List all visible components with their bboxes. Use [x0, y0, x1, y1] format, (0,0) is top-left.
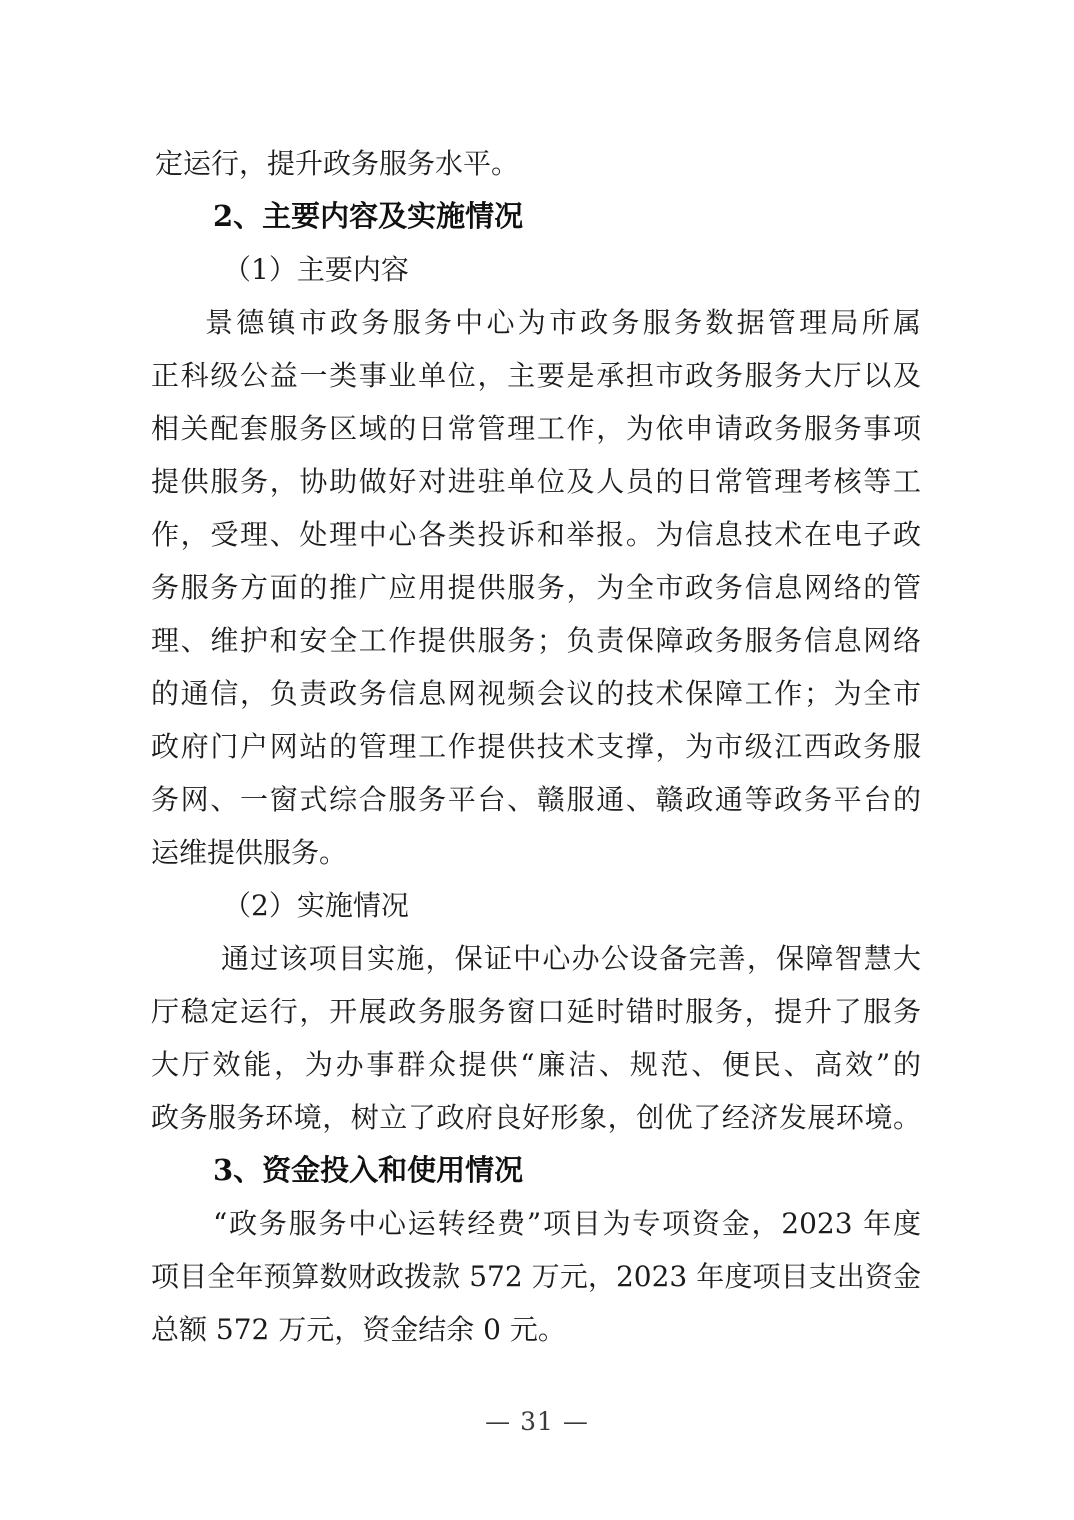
body-line: 景德镇市政务服务中心为市政务服务数据管理局所属: [205, 306, 921, 339]
body-line: “政务服务中心运转经费”项目为专项资金，2023 年度: [213, 1207, 921, 1240]
body-line: 大厅效能，为办事群众提供“廉洁、规范、便民、高效”的: [151, 1048, 921, 1081]
body-line: 相关配套服务区域的日常管理工作，为依申请政务服务事项: [151, 412, 921, 445]
body-line: 理、维护和安全工作提供服务；负责保障政务服务信息网络: [151, 624, 921, 657]
paragraph-end-line: 运维提供服务。: [151, 836, 348, 869]
subheading-implementation: （2）实施情况: [223, 889, 409, 922]
page-content: [151, 137, 921, 1356]
body-line: 通过该项目实施，保证中心办公设备完善，保障智慧大: [221, 942, 921, 975]
heading-funds-usage: 3、资金投入和使用情况: [213, 1153, 524, 1187]
body-line: 务网、一窗式综合服务平台、赣服通、赣政通等政务平台的: [151, 783, 921, 816]
body-line: 作，受理、处理中心各类投诉和举报。为信息技术在电子政: [151, 518, 921, 551]
subheading-main-content: （1）主要内容: [223, 253, 409, 286]
body-line: 厅稳定运行，开展政务服务窗口延时错时服务，提升了服务: [151, 995, 921, 1028]
page-footer: [0, 1405, 1074, 1439]
heading-main-content-implementation: 2、主要内容及实施情况: [213, 199, 524, 233]
body-line: 项目全年预算数财政拨款 572 万元，2023 年度项目支出资金: [151, 1260, 921, 1293]
paragraph-end-line: 总额 572 万元，资金结余 0 元。: [151, 1313, 566, 1346]
body-line: 政务服务环境，树立了政府良好形象，创优了经济发展环境。: [151, 1101, 921, 1134]
body-line: 的通信，负责政务信息网视频会议的技术保障工作；为全市: [151, 677, 921, 710]
body-line: 提供服务，协助做好对进驻单位及人员的日常管理考核等工: [151, 465, 921, 498]
body-line: 政府门户网站的管理工作提供技术支撑，为市级江西政务服: [151, 730, 921, 763]
page-number: — 31 —: [485, 1407, 589, 1436]
body-line: 务服务方面的推广应用提供服务，为全市政务信息网络的管: [151, 571, 921, 604]
body-line: 正科级公益一类事业单位，主要是承担市政务服务大厅以及: [151, 359, 921, 392]
paragraph-end-line: 定运行，提升政务服务水平。: [155, 147, 520, 180]
